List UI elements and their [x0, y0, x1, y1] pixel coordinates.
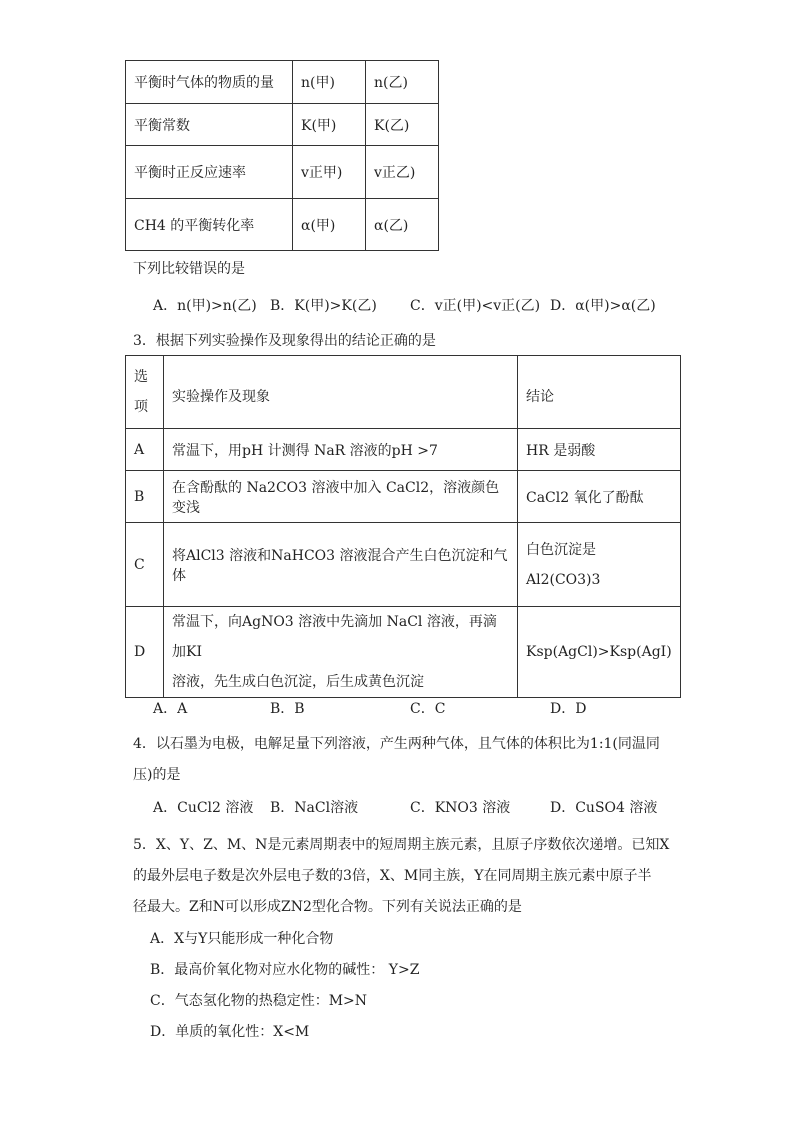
option-b: B．B [270, 701, 305, 717]
conclusion-cell [518, 523, 681, 607]
option-b: B．NaCl溶液 [270, 800, 359, 816]
option-b: B．K(甲)>K(乙) [270, 298, 377, 314]
option-d: D．单质的氧化性：X<M [150, 1024, 310, 1040]
option-a: A．A [153, 701, 188, 717]
option-a: A．CuCl2 溶液 [153, 800, 254, 816]
option-c: C．KNO3 溶液 [410, 800, 511, 816]
table-cell: α(乙) [366, 199, 439, 251]
experiment-table [125, 355, 681, 698]
option-d: D．CuSO4 溶液 [550, 800, 658, 816]
table-cell: 平衡常数 [126, 104, 293, 146]
table-header-row [126, 356, 681, 429]
option-c: C．气态氢化物的热稳定性：M>N [150, 993, 368, 1009]
option-cell: A [126, 429, 164, 471]
operation-cell [164, 607, 518, 698]
operation-cell: 在含酚酞的 Na2CO3 溶液中加入 CaCl2，溶液颜色变浅 [164, 471, 518, 523]
table-cell: 平衡时正反应速率 [126, 146, 293, 199]
table-row [126, 61, 439, 104]
question-stem: 3．根据下列实验操作及现象得出的结论正确的是 [133, 333, 436, 349]
table-cell: K(乙) [366, 104, 439, 146]
operation-line: 常温下，向AgNO3 溶液中先滴加 NaCl 溶液，再滴加KI [172, 614, 497, 660]
header-cell: 实验操作及现象 [164, 356, 518, 429]
conclusion-cell: HR 是弱酸 [518, 429, 681, 471]
option-cell: B [126, 471, 164, 523]
table-cell: n(乙) [366, 61, 439, 104]
option-a: A．n(甲)>n(乙) [153, 298, 257, 314]
conclusion-line: Al2(CO3)3 [526, 571, 601, 588]
header-cell [126, 356, 164, 429]
table-cell: K(甲) [293, 104, 366, 146]
table-row [126, 104, 439, 146]
conclusion-cell: Ksp(AgCl)>Ksp(AgI) [518, 607, 681, 698]
table-row [126, 607, 681, 698]
option-c: C．v正(甲)<v正(乙) [410, 298, 541, 314]
table-row [126, 429, 681, 471]
table-cell: 平衡时气体的物质的量 [126, 61, 293, 104]
table-cell: α(甲) [293, 199, 366, 251]
question-stem: 5．X、Y、Z、M、N是元素周期表中的短周期主族元素，且原子序数依次递增。已知X [133, 837, 670, 853]
table-row [126, 471, 681, 523]
table-row [126, 199, 439, 251]
question-stem: 径最大。Z和N可以形成ZN2型化合物。下列有关说法正确的是 [133, 899, 522, 915]
table-cell: v正乙) [366, 146, 439, 199]
option-d: D．α(甲)>α(乙) [550, 298, 656, 314]
table-cell: CH4 的平衡转化率 [126, 199, 293, 251]
operation-line: 溶液，先生成白色沉淀，后生成黄色沉淀 [172, 674, 424, 690]
option-c: C．C [410, 701, 446, 717]
conclusion-line: 白色沉淀是 [526, 541, 596, 558]
operation-cell: 常温下，用pH 计测得 NaR 溶液的pH >7 [164, 429, 518, 471]
operation-cell: 将AlCl3 溶液和NaHCO3 溶液混合产生白色沉淀和气体 [164, 523, 518, 607]
option-cell: D [126, 607, 164, 698]
option-a: A．X与Y只能形成一种化合物 [150, 931, 334, 947]
header-cell: 结论 [518, 356, 681, 429]
option-cell: C [126, 523, 164, 607]
equilibrium-comparison-table [125, 60, 439, 251]
question-stem: 的最外层电子数是次外层电子数的3倍，X、M同主族，Y在同周期主族元素中原子半 [133, 868, 652, 884]
conclusion-cell: CaCl2 氧化了酚酞 [518, 471, 681, 523]
table-row [126, 523, 681, 607]
question-stem: 压)的是 [133, 767, 181, 783]
header-text: 选 [134, 369, 148, 385]
table-row [126, 146, 439, 199]
question-stem: 4．以石墨为电极，电解足量下列溶液，产生两种气体，且气体的体积比为1:1(同温同 [133, 736, 660, 752]
option-d: D．D [550, 701, 587, 717]
header-text: 项 [134, 399, 148, 415]
table-cell: n(甲) [293, 61, 366, 104]
option-b: B．最高价氧化物对应水化物的碱性： Y>Z [150, 962, 420, 978]
table-cell: v正甲) [293, 146, 366, 199]
question-stem: 下列比较错误的是 [133, 261, 245, 277]
